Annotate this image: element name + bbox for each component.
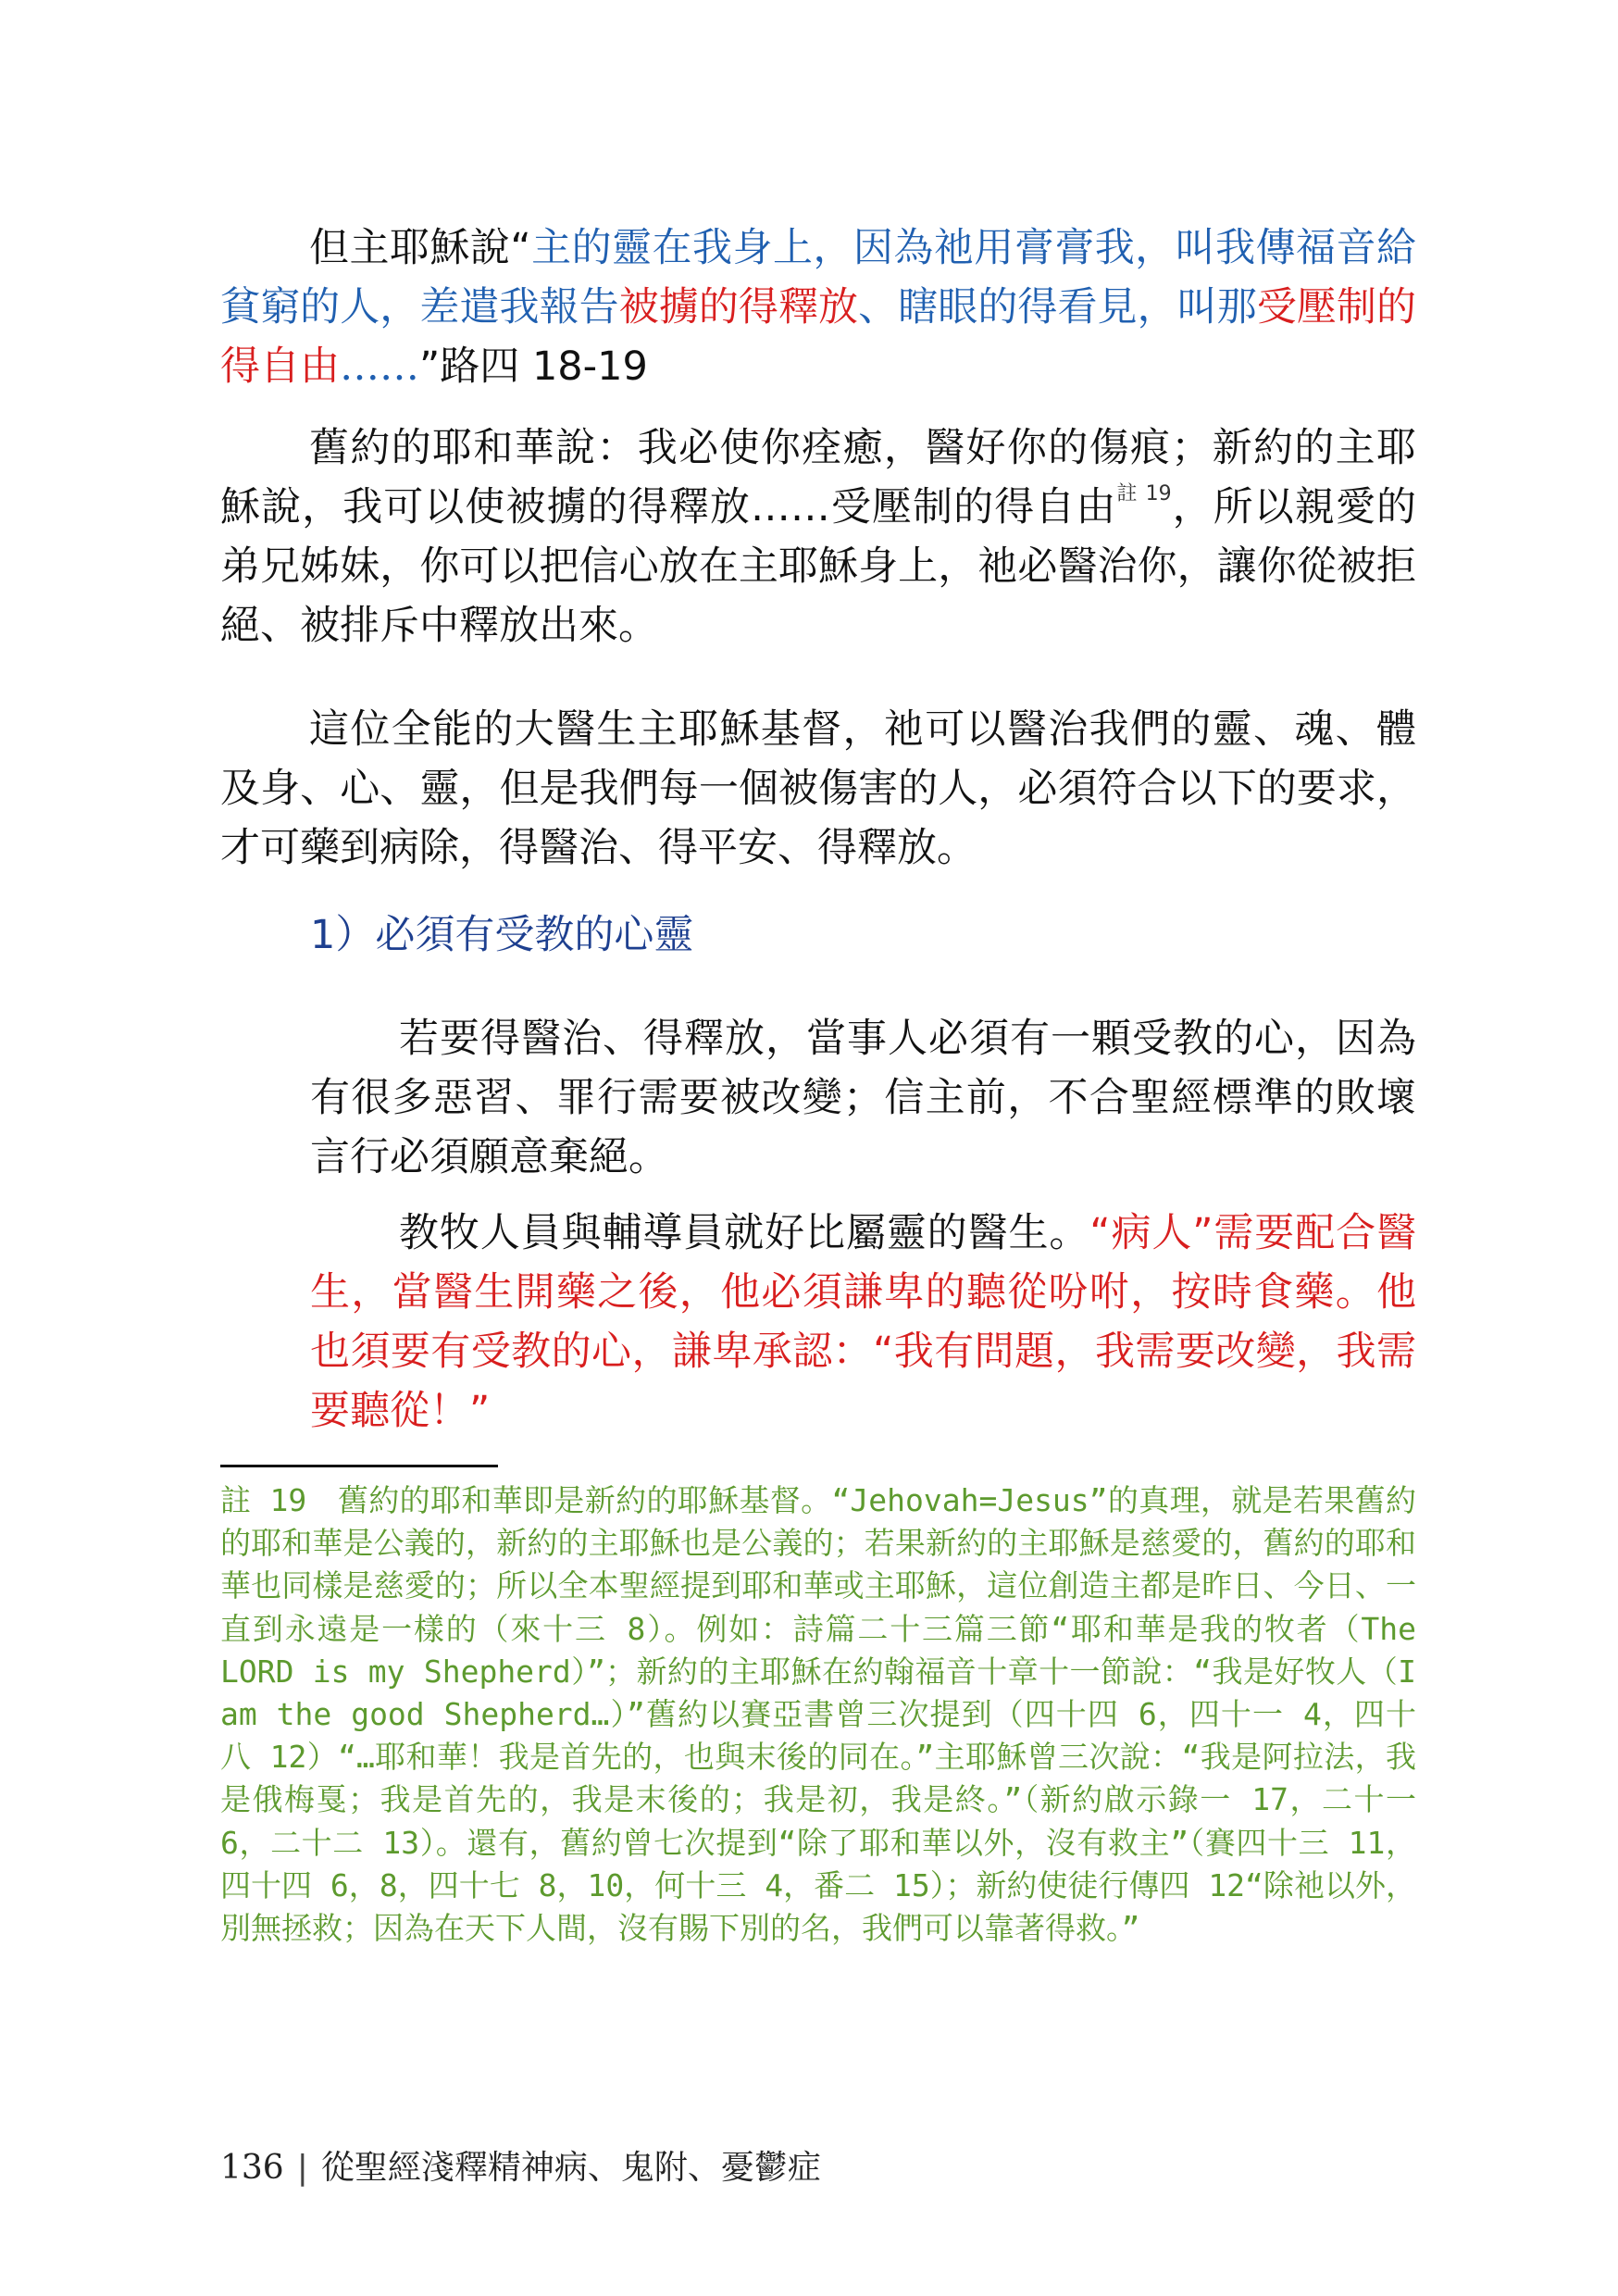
paragraph-text: 若要得醫治、得釋放，當事人必須有一顆受教的心，因為有很多惡習、罪行需要被改變；信主前，不合聖經標準的敗壞言行必須願意棄絕。 [310,1016,1416,1180]
paragraph-great-physician [220,700,1416,878]
quote-text-blue-2: 、瞎眼的得看見，叫那 [858,284,1257,331]
paragraph-text: ，所以親愛的弟兄姊妹，你可以把信心放在主耶穌身上，祂必醫治你，讓你從被拒絕、被排斥中釋放出來。 [220,484,1417,649]
section-heading: 1）必須有受教的心靈 [310,912,694,958]
emphasis-text-red: “病人”需要配合醫生，當醫生開藥之後，他必須謙卑的聽從吩咐，按時食藥。他也須要有受教的心，謙卑承認：“我有問題，我需要改變，我需要聽從！” [310,1210,1416,1434]
quote-reference: ”路四 18-19 [419,343,648,390]
paragraph-scripture-quote [220,218,1416,396]
footer-separator: | [296,2149,308,2187]
page-number: 136 [220,2149,284,2187]
quote-ellipsis: …… [340,343,419,390]
quote-text-red-1: 被擄的得釋放 [618,284,859,331]
paragraph-text: 這位全能的大醫生主耶穌基督，祂可以醫治我們的靈、魂、體及身、心、靈，但是我們每一個被傷害的人，必須符合以下的要求，才可藥到病除，得醫治、得平安、得釋放。 [220,706,1416,871]
paragraph-text: 教牧人員與輔導員就好比屬靈的醫生。 [399,1210,1090,1256]
paragraph-old-new-covenant [220,418,1416,655]
paragraph-spiritual-doctor [310,1204,1416,1441]
quote-lead: 但主耶穌說“ [309,225,531,271]
footnote-divider [220,1465,498,1467]
paragraph-text: 舊約的耶和華說：我必使你痊癒，醫好你的傷痕；新約的主耶穌說，我可以使被擄的得釋放……受壓制的得自由 [220,425,1416,530]
footnote-19: 註 19 舊約的耶和華即是新約的耶穌基督。“Jehovah=Jesus”的真理，就是若果舊約的耶和華是公義的，新約的主耶穌也是公義的；若果新約的主耶穌是慈愛的，舊約的耶和華也同樣是慈愛的；所以全本聖經提到耶和華或主耶穌，這位創造主都是昨日、今日、一直到永遠是一樣的（來十三 8）。例如：詩篇二十三篇三節“耶和華是我的牧者（The LORD is my Shepherd）”；新約的主耶穌在約翰福音十章十一節說：“我是好牧人（I am the good Shepherd…）”舊約以賽亞書曾三次提到（四十四 6，四十一 4，四十八 12）“…耶和華！我是首先的，也與末後的同在。”主耶穌曾三次說：“我是阿拉法，我是俄梅戛；我是首先的，我是末後的；我是初，我是終。”（新約啟示錄一 17，二十一 6，二十二 13）。還有，舊約曾七次提到“除了耶和華以外，沒有救主”（賽四十三 11，四十四 6，8，四十七 8，10，何十三 4，番二 15）；新約使徒行傳四 12“除祂以外，別無拯救；因為在天下人間，沒有賜下別的名，我們可以靠著得救。” [220,1482,1416,1947]
paragraph-teachable-heart [310,1009,1416,1187]
quote-text-red-2: 受壓制的得自由 [220,284,1417,390]
quote-text-blue-1: 主的靈在我身上，因為祂用膏膏我，叫我傳福音給貧窮的人，差遣我報告 [220,225,1417,331]
book-title: 從聖經淺釋精神病、鬼附、憂鬱症 [320,2149,821,2187]
page-footer [220,2146,821,2190]
footnote-reference[interactable]: 註 19 [1116,482,1172,505]
